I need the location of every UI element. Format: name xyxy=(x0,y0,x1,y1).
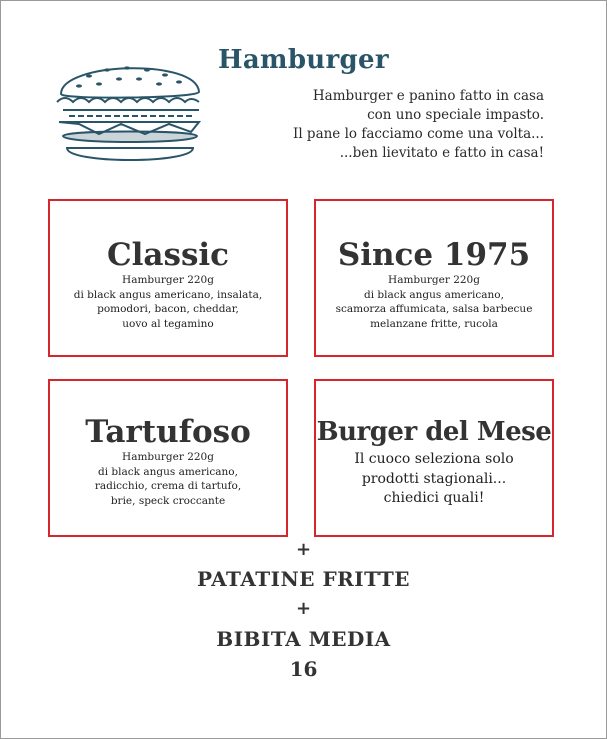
menu-price: 16 xyxy=(289,657,318,681)
desc-line: radicchio, crema di tartufo, xyxy=(94,480,242,492)
desc-line: brie, speck croccante xyxy=(110,494,226,507)
burger-description xyxy=(316,288,552,332)
burger-weight: Hamburger 220g xyxy=(388,274,480,286)
plus-sign: + xyxy=(295,539,312,560)
desc-line: di black angus americano, xyxy=(364,288,504,301)
intro-line: con uno speciale impasto. xyxy=(367,107,544,123)
plus-sign: + xyxy=(295,598,312,619)
hamburger-illustration-icon xyxy=(49,48,207,168)
page-title: Hamburger xyxy=(218,45,389,75)
burger-weight: Hamburger 220g xyxy=(122,274,214,286)
intro-line: Hamburger e panino fatto in casa xyxy=(312,88,544,104)
drink-label: BIBITA MEDIA xyxy=(216,627,391,651)
desc-line: scamorza affumicata, salsa barbecue xyxy=(335,303,533,315)
note-line: chiedici quali! xyxy=(383,490,485,506)
burger-name: Since 1975 xyxy=(337,237,531,273)
intro-line: Il pane lo facciamo come una volta... xyxy=(292,126,544,142)
fries-label: PATATINE FRITTE xyxy=(197,567,410,591)
desc-line: di black angus americano, xyxy=(98,465,238,478)
desc-line: uovo al tegamino xyxy=(122,317,214,330)
burger-card-since-1975 xyxy=(314,199,554,357)
burger-card-del-mese xyxy=(314,379,554,537)
burger-name: Tartufoso xyxy=(85,414,251,450)
desc-line: pomodori, bacon, cheddar, xyxy=(97,303,239,315)
burger-weight: Hamburger 220g xyxy=(122,451,214,463)
burger-description xyxy=(50,465,286,509)
burger-description xyxy=(50,288,286,332)
note-line: Il cuoco seleziona solo xyxy=(354,451,514,467)
note-line: prodotti stagionali... xyxy=(361,470,507,487)
burger-note xyxy=(316,450,552,509)
desc-line: melanzane fritte, rucola xyxy=(370,317,498,330)
intro-text xyxy=(293,87,544,163)
desc-line: di black angus americano, insalata, xyxy=(73,288,263,301)
burger-card-classic xyxy=(48,199,288,357)
burger-card-tartufoso xyxy=(48,379,288,537)
burger-name: Classic xyxy=(106,237,230,273)
intro-line: ...ben lievitato e fatto in casa! xyxy=(339,145,544,161)
burger-name: Burger del Mese xyxy=(316,417,552,447)
